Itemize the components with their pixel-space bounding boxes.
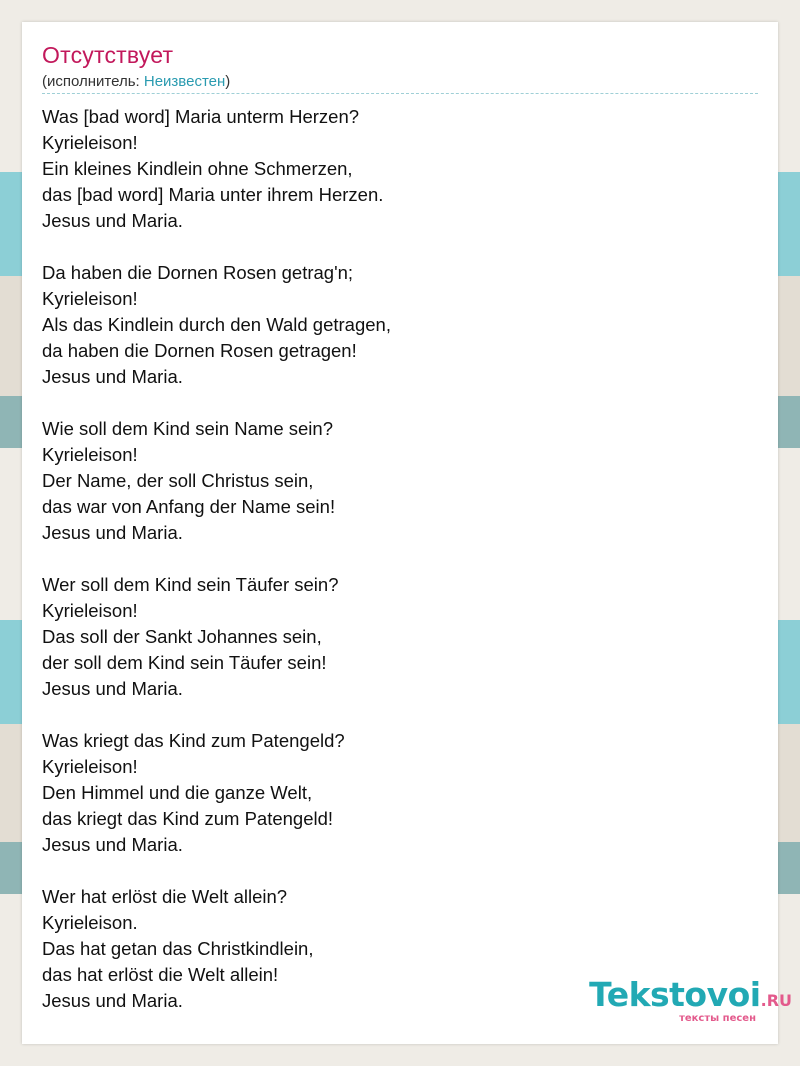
stanza [42, 260, 742, 390]
lyric-line: Jesus und Maria. [42, 210, 183, 231]
lyric-line: Da haben die Dornen Rosen getrag'n; [42, 262, 354, 283]
lyric-line: Kyrieleison! [42, 132, 138, 153]
logo-tld: .RU [760, 991, 792, 1010]
lyric-line: Als das Kindlein durch den Wald getragen, [42, 314, 391, 335]
lyrics-card [22, 22, 778, 1044]
lyric-line: Kyrieleison! [42, 600, 138, 621]
lyric-line: das kriegt das Kind zum Patengeld! [42, 808, 334, 829]
lyric-line: Ein kleines Kindlein ohne Schmerzen, [42, 158, 353, 179]
lyric-line: Wer soll dem Kind sein Täufer sein? [42, 574, 339, 595]
stanza [42, 104, 742, 234]
lyric-line: Jesus und Maria. [42, 990, 183, 1011]
lyric-line: Kyrieleison! [42, 444, 138, 465]
site-logo[interactable] [589, 977, 792, 1024]
lyric-line: Wer hat erlöst die Welt allein? [42, 886, 288, 907]
artist-prefix: (исполнитель: [42, 73, 144, 90]
artist-line [42, 73, 230, 90]
artist-suffix: ) [225, 73, 231, 90]
lyric-line: Den Himmel und die ganze Welt, [42, 782, 313, 803]
lyric-line: der soll dem Kind sein Täufer sein! [42, 652, 327, 673]
logo-subtitle: тексты песен [679, 1013, 756, 1024]
lyric-line: Jesus und Maria. [42, 678, 183, 699]
stanza [42, 416, 742, 546]
lyric-line: da haben die Dornen Rosen getragen! [42, 340, 357, 361]
lyric-line: das [bad word] Maria unter ihrem Herzen. [42, 184, 384, 205]
lyric-line: Was [bad word] Maria unterm Herzen? [42, 106, 360, 127]
divider [42, 93, 758, 94]
lyric-line: das war von Anfang der Name sein! [42, 496, 336, 517]
lyric-line: Kyrieleison! [42, 288, 138, 309]
song-title: Отсутствует [42, 42, 174, 68]
lyric-line: Der Name, der soll Christus sein, [42, 470, 314, 491]
artist-link[interactable]: Неизвестен [143, 73, 226, 90]
lyric-line: Das soll der Sankt Johannes sein, [42, 626, 322, 647]
lyric-line: Das hat getan das Christkindlein, [42, 938, 314, 959]
lyric-line: Kyrieleison. [42, 912, 138, 933]
lyric-line: Jesus und Maria. [42, 834, 183, 855]
lyrics-text [42, 104, 742, 1040]
lyric-line: Wie soll dem Kind sein Name sein? [42, 418, 333, 439]
stanza [42, 728, 742, 858]
lyric-line: Jesus und Maria. [42, 522, 183, 543]
stanza [42, 572, 742, 702]
lyric-line: das hat erlöst die Welt allein! [42, 964, 279, 985]
lyric-line: Kyrieleison! [42, 756, 138, 777]
lyric-line: Jesus und Maria. [42, 366, 183, 387]
logo-main-text: Tekstovoi [589, 975, 761, 1014]
lyric-line: Was kriegt das Kind zum Patengeld? [42, 730, 345, 751]
